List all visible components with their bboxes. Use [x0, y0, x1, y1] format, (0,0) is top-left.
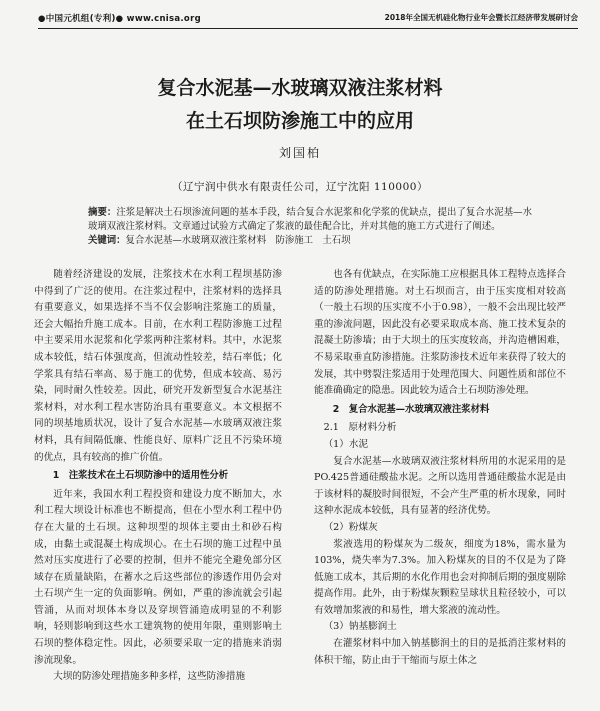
- keywords-label: 关键词：: [88, 235, 126, 246]
- header-right: 2018年全国无机硅化物行业年会暨长江经济带发展研讨会: [384, 13, 578, 22]
- keywords-text: 复合水泥基—水玻璃双液注浆材料 防渗施工 土石坝: [125, 235, 351, 246]
- paragraph: 大坝的防渗处理措施多种多样，这些防渗措施: [53, 671, 246, 683]
- abstract-label: 摘要：: [88, 207, 117, 218]
- paragraph: 近年来，我国水利工程投资和建设力度不断加大，水利工程大坝设计标准也不断提高，但在小型水利工程中仍存在大量的土石坝。这种坝型的坝体主要由土和砂石构成，由黏土或混凝土构成坝心。在土石坝的施工过程中虽然对压实度进行了必要的控制，但并不能完全避免部分区域存在质量缺陷，在蓄水之后这些部位的渗透作用仍会对土石坝产生一定的负面影响。例如，严重的渗流就会引起管涌，从而对坝体本身以及穿坝管涌造成明显的不利影响，轻则影响到这些水工建筑物的使用年限，重则影响土石坝的整体稳定性。因此，必须要采取一定的措施来消弱渗流现象。: [34, 488, 282, 666]
- paragraph: 随着经济建设的发展，注浆技术在水利工程坝基防渗中得到了广泛的使用。在注浆过程中，注浆材料的选择具有重要意义，如果选择不当不仅会影响注浆施工的质量，还会大幅抬升施工成本。目前，在水利工程防渗施工过程中主要采用水泥浆和化学浆两种注浆材料。其中，水泥浆成本较低，结石体强度高，但流动性较差，结石率低；化学浆具有结石率高、易于施工的优势，但成本较高、易污染，同时耐久性较差。因此，研究开发新型复合水泥基注浆材料，对水利工程水害防治具有重要意义。本文根据不同的坝基地质状况，设计了复合水泥基—水玻璃双液注浆材料，具有间隔低廉、性能良好、原料广泛且不污染环境的优点，具有较高的推广价值。: [34, 269, 282, 463]
- paragraph: 复合水泥基—水玻璃双液注浆材料所用的水泥采用的是PO.425普通硅酸盐水泥。之所以选用普通硅酸盐水泥是由于该材料的凝胶时间很短，不会产生严重的析水现象，同时这种水泥成本较低，具有显著的经济优势。: [314, 455, 566, 517]
- title-line-1: 复合水泥基—水玻璃双液注浆材料: [157, 77, 443, 99]
- left-column: [34, 267, 282, 707]
- abstract: [88, 206, 532, 248]
- paragraph: 浆液选用的粉煤灰为二级灰，细度为18%，需水量为103%，烧失率为7.3%。加入粉煤灰的目的不仅是为了降低施工成本，其后期的水化作用也会对抑制后期的强度剔除提高作用。此外，由于粉煤灰颗粒呈球状且粒径较小，可以有效增加浆液的和易性，增大浆液的流动性。: [314, 538, 566, 616]
- abstract-text: 注浆是解决土石坝渗流问题的基本手段，结合复合水泥浆和化学浆的优缺点，提出了复合水泥基—水玻璃双液注浆材料。文章通过试验方式确定了浆液的最佳配合比，并对其他的施工方式进行了阐述。: [88, 207, 532, 232]
- header-left: ●中国元机组(专利)● www.cnisa.org: [38, 14, 201, 24]
- right-column: [314, 267, 566, 707]
- item-heading-cement: （1）水泥: [323, 438, 369, 450]
- paper-title: [0, 72, 600, 138]
- section-heading-1: 1 注浆技术在土石坝防渗中的适用性分析: [52, 470, 229, 482]
- subsection-heading: 2.1 原材料分析: [323, 422, 397, 434]
- item-heading-flyash: （2）粉煤灰: [323, 521, 378, 533]
- author: 刘国柏: [278, 146, 321, 160]
- affiliation: （辽宁润中供水有限责任公司，辽宁沈阳 110000）: [172, 181, 428, 193]
- section-heading-2: 2 复合水泥基—水玻璃双液注浆材料: [332, 403, 490, 415]
- item-heading-bentonite: （3）钠基膨润土: [323, 621, 397, 633]
- paragraph: 在灌浆材料中加入钠基膨润土的目的是抵消注浆材料的体积干缩，防止由于干缩而与原土体之: [314, 638, 566, 666]
- title-line-2: 在土石坝防渗施工中的应用: [185, 110, 414, 132]
- paragraph: 也各有优缺点，在实际施工应根据具体工程特点选择合适的防渗处理措施。对土石坝而言，由于压实度相对较高（一般土石坝的压实度不小于0.98），一般不会出现比较严重的渗流问题，因此没有必要采取成本高、施工技术复杂的混凝土防渗墙；由于大坝土的压实度较高，并沟造槽困难，不易采取垂直防渗措施。注浆防渗技术近年来获得了较大的发展，其中劈裂注浆适用于处理范围大、问题性质和部位不能准确确定的隐患。因此较为适合土石坝防渗处理。: [314, 269, 566, 397]
- running-header: [38, 12, 578, 29]
